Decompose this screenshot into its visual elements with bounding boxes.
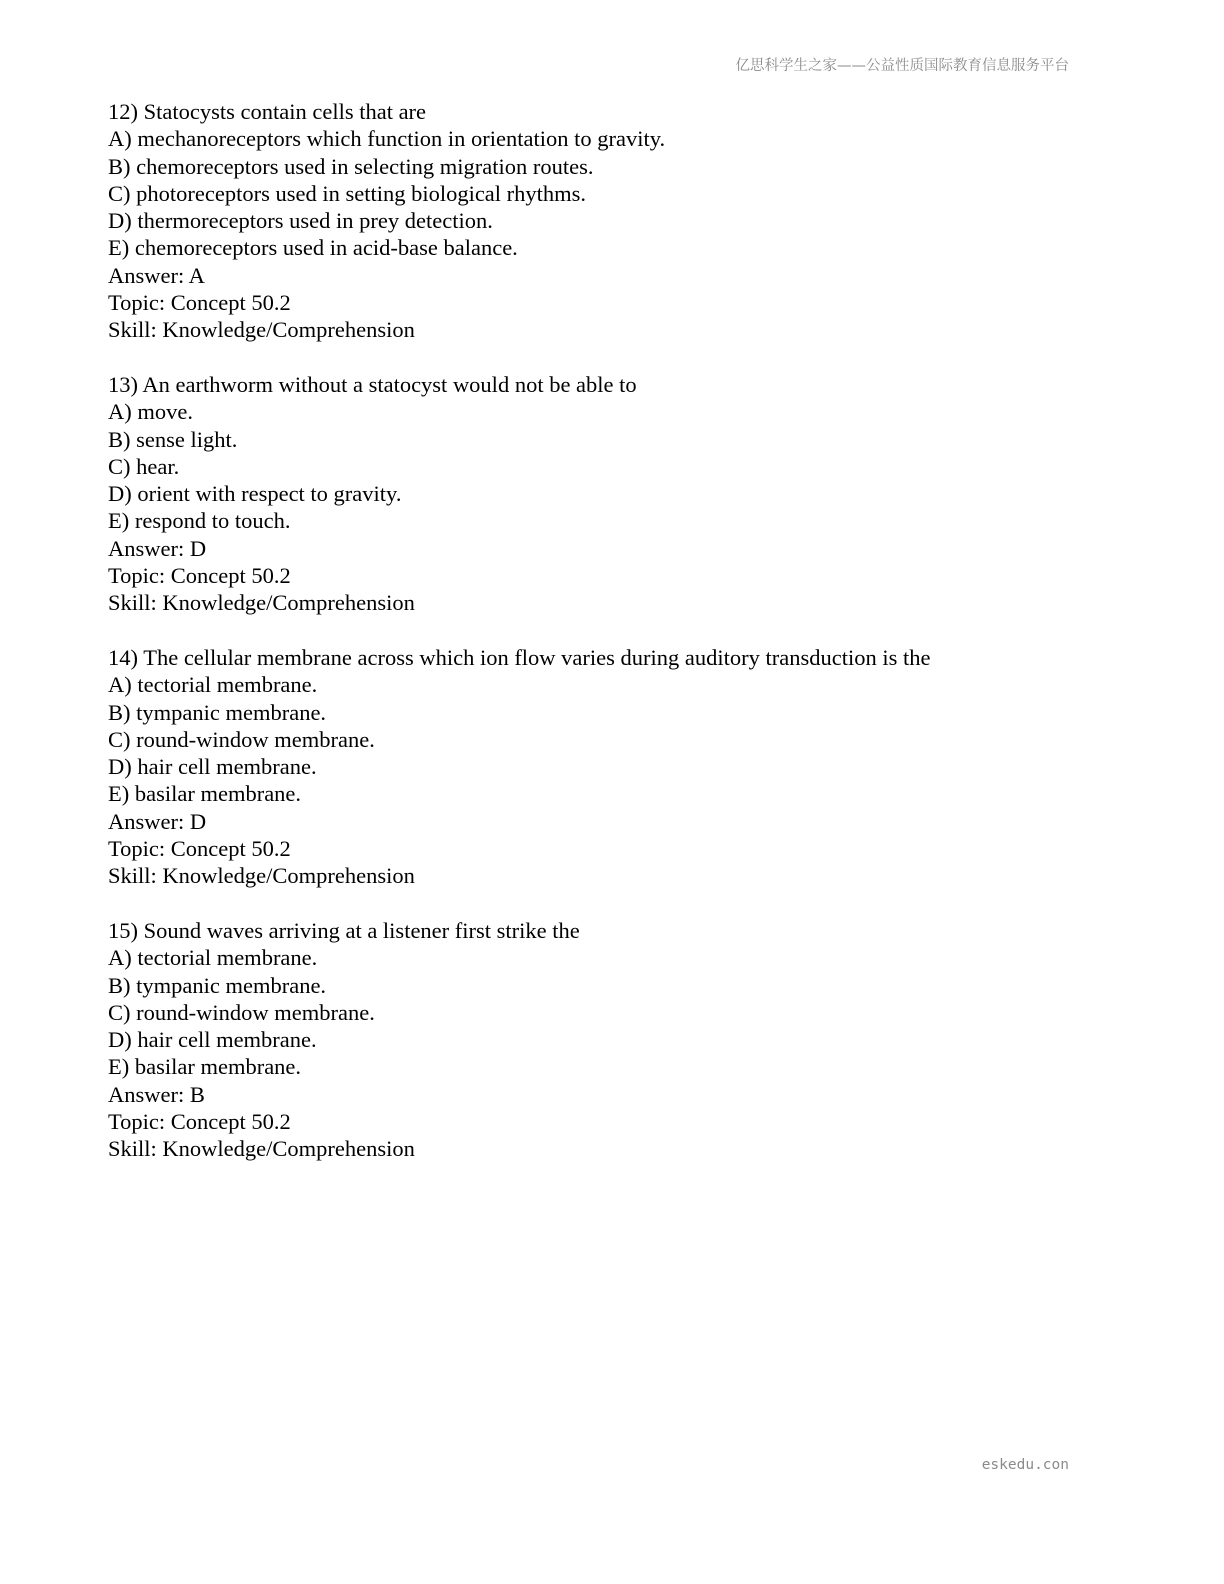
answer-option: A) tectorial membrane. bbox=[108, 672, 318, 698]
answer-option: B) chemoreceptors used in selecting migration routes. bbox=[108, 153, 594, 179]
answer-key: Answer: B bbox=[108, 1081, 205, 1107]
answer-option: D) orient with respect to gravity. bbox=[108, 481, 402, 507]
answer-option: C) round-window membrane. bbox=[108, 726, 375, 752]
question-stem: 12) Statocysts contain cells that are bbox=[108, 99, 427, 124]
answer-option: E) basilar membrane. bbox=[108, 781, 302, 807]
answer-key: Answer: A bbox=[108, 262, 205, 288]
topic-line: Topic: Concept 50.2 bbox=[108, 836, 291, 862]
question-stem: 14) The cellular membrane across which ion flow varies during auditory transduction is the bbox=[108, 644, 931, 670]
answer-option: B) sense light. bbox=[108, 426, 238, 452]
answer-option: A) mechanoreceptors which function in orientation to gravity. bbox=[108, 126, 666, 152]
question-stem: 15) Sound waves arriving at a listener first strike the bbox=[108, 917, 580, 943]
question-block-14 bbox=[108, 644, 1108, 890]
answer-option: B) tympanic membrane. bbox=[108, 699, 327, 725]
answer-option: C) round-window membrane. bbox=[108, 999, 375, 1025]
answer-option: E) respond to touch. bbox=[108, 508, 291, 534]
answer-option: B) tympanic membrane. bbox=[108, 972, 327, 998]
answer-option: E) chemoreceptors used in acid-base balance. bbox=[108, 235, 518, 261]
answer-option: C) photoreceptors used in setting biological rhythms. bbox=[108, 180, 587, 206]
page-footer-watermark: eskedu.con bbox=[981, 1457, 1069, 1473]
topic-line: Topic: Concept 50.2 bbox=[108, 290, 291, 316]
question-stem: 13) An earthworm without a statocyst would not be able to bbox=[108, 371, 637, 397]
answer-option: C) hear. bbox=[108, 453, 180, 479]
topic-line: Topic: Concept 50.2 bbox=[108, 1108, 291, 1134]
skill-line: Skill: Knowledge/Comprehension bbox=[108, 590, 415, 616]
question-list bbox=[108, 98, 1108, 1190]
skill-line: Skill: Knowledge/Comprehension bbox=[108, 317, 415, 343]
answer-option: A) move. bbox=[108, 399, 193, 425]
answer-key: Answer: D bbox=[108, 808, 207, 834]
skill-line: Skill: Knowledge/Comprehension bbox=[108, 863, 415, 889]
answer-option: D) thermoreceptors used in prey detection. bbox=[108, 208, 493, 234]
question-block-15 bbox=[108, 917, 1108, 1163]
topic-line: Topic: Concept 50.2 bbox=[108, 563, 291, 589]
question-block-12 bbox=[108, 98, 1108, 344]
answer-option: D) hair cell membrane. bbox=[108, 1027, 317, 1053]
answer-option: E) basilar membrane. bbox=[108, 1054, 302, 1080]
answer-option: A) tectorial membrane. bbox=[108, 945, 318, 971]
answer-key: Answer: D bbox=[108, 535, 207, 561]
skill-line: Skill: Knowledge/Comprehension bbox=[108, 1136, 415, 1162]
question-block-13 bbox=[108, 371, 1108, 617]
page-header-watermark: 亿思科学生之家——公益性质国际教育信息服务平台 bbox=[735, 58, 1069, 74]
answer-option: D) hair cell membrane. bbox=[108, 754, 317, 780]
